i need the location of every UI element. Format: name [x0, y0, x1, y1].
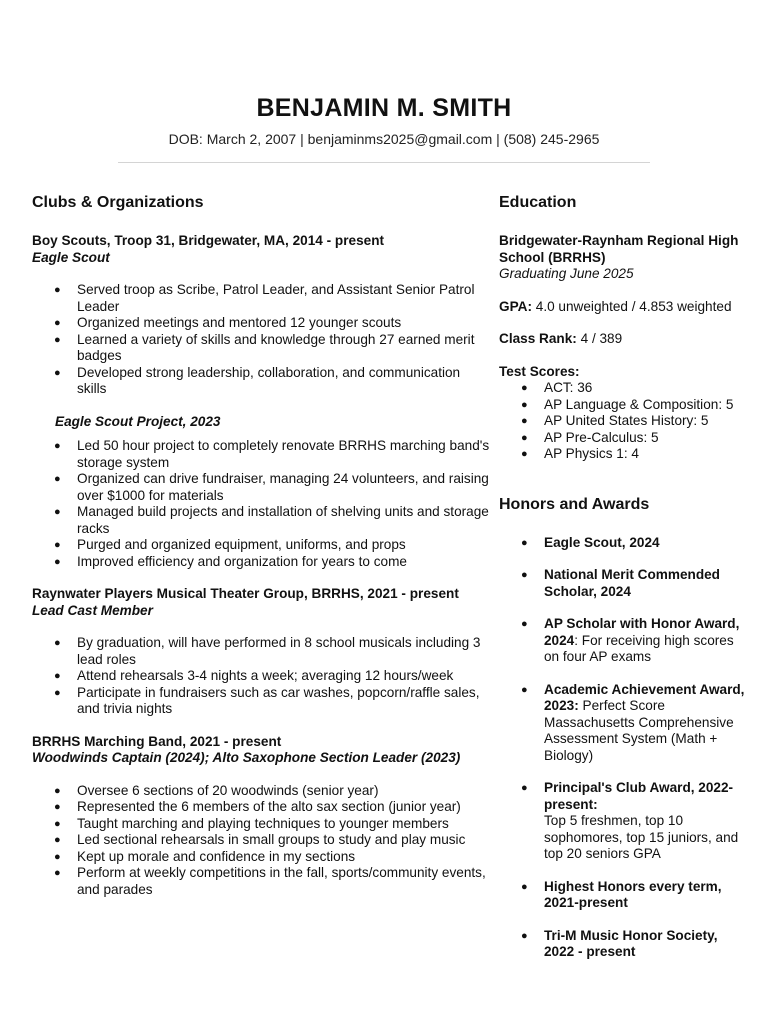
- honors-list: [499, 535, 749, 961]
- list-item: ● AP United States History: 5: [499, 413, 749, 430]
- theater-bullets: [32, 635, 492, 718]
- award-title: Eagle Scout, 2024: [544, 534, 660, 550]
- list-item: ● Oversee 6 sections of 20 woodwinds (senior year): [32, 783, 492, 800]
- scouts-role: Eagle Scout: [32, 249, 110, 265]
- list-item: ● Led 50 hour project to completely renovate BRRHS marching band's storage system: [32, 438, 492, 471]
- list-item: ● Developed strong leadership, collaboration, and communication skills: [32, 365, 492, 398]
- graduation-date: Graduating June 2025: [499, 266, 634, 281]
- list-item: ● Led sectional rehearsals in small groups to study and play music: [32, 832, 492, 849]
- list-item: ● Participate in fundraisers such as car washes, popcorn/raffle sales, and trivia nights: [32, 685, 492, 718]
- list-item: ● Organized meetings and mentored 12 younger scouts: [32, 315, 492, 332]
- school-name: Bridgewater-Raynham Regional High School (BRRHS): [499, 233, 739, 265]
- band-heading: BRRHS Marching Band, 2021 - present: [32, 733, 282, 749]
- gpa-label: GPA:: [499, 298, 532, 314]
- project-bullets: [32, 438, 492, 570]
- scouts-entry: [32, 233, 492, 570]
- award-title: National Merit Commended Scholar, 2024: [544, 567, 720, 599]
- test-scores-label: Test Scores:: [499, 363, 580, 379]
- list-item: ● Kept up morale and confidence in my sections: [32, 849, 492, 866]
- award-title: Academic Achievement Award, 2023:: [544, 681, 745, 713]
- test-scores-list: [499, 380, 749, 463]
- list-item: ● Served troop as Scribe, Patrol Leader, and Assistant Senior Patrol Leader: [32, 282, 492, 315]
- list-item: ● Perform at weekly competitions in the fall, sports/community events, and parades: [32, 865, 492, 898]
- list-item: ● AP Language & Composition: 5: [499, 397, 749, 414]
- list-item: [499, 682, 749, 765]
- band-bullets: [32, 783, 492, 899]
- list-item: ● AP Physics 1: 4: [499, 446, 749, 463]
- list-item: ● Attend rehearsals 3-4 nights a week; averaging 12 hours/week: [32, 668, 492, 685]
- clubs-column: [32, 193, 492, 898]
- gpa-line: [499, 299, 749, 316]
- honors-section-title: Honors and Awards: [499, 495, 650, 513]
- candidate-name: BENJAMIN M. SMITH: [256, 94, 512, 122]
- list-item: ● Improved efficiency and organization for years to come: [32, 554, 492, 571]
- scouts-heading: Boy Scouts, Troop 31, Bridgewater, MA, 2014 - present: [32, 233, 385, 248]
- theater-heading: Raynwater Players Musical Theater Group, BRRHS, 2021 - present: [32, 586, 459, 601]
- contact-line: DOB: March 2, 2007 | benjaminms2025@gmail.com | (508) 245-2965: [168, 131, 600, 147]
- award-title: Highest Honors every term, 2021-present: [544, 878, 722, 910]
- clubs-section-title: Clubs & Organizations: [32, 194, 204, 211]
- award-title: AP Scholar with Honor Award, 2024: [544, 616, 740, 648]
- list-item: [499, 616, 749, 666]
- education-section-title: Education: [499, 194, 577, 211]
- award-title: Tri-M Music Honor Society, 2022 - present: [544, 927, 718, 959]
- band-role: Woodwinds Captain (2024); Alto Saxophone Section Leader (2023): [32, 750, 461, 765]
- award-detail: Top 5 freshmen, top 10 sophomores, top 15 juniors, and top 20 seniors GPA: [544, 813, 739, 861]
- theater-entry: [32, 586, 492, 718]
- list-item: ● Purged and organized equipment, uniforms, and props: [32, 537, 492, 554]
- list-item: ● Organized can drive fundraiser, managing 24 volunteers, and raising over $1000 for materials: [32, 471, 492, 504]
- theater-role: Lead Cast Member: [32, 602, 153, 618]
- scouts-bullets: [32, 282, 492, 398]
- class-rank-value: 4 / 389: [576, 331, 623, 346]
- list-item: ● ACT: 36: [499, 380, 749, 397]
- award-detail: : For receiving high scores on four AP exams: [544, 632, 734, 664]
- class-rank-line: [499, 331, 749, 348]
- list-item: ● Learned a variety of skills and knowledge through 27 earned merit badges: [32, 332, 492, 365]
- band-entry: [32, 734, 492, 899]
- list-item: ● Taught marching and playing techniques to younger members: [32, 816, 492, 833]
- award-detail: Perfect Score Massachusetts Comprehensive Assessment System (Math + Biology): [544, 698, 734, 763]
- header-divider: [118, 162, 650, 163]
- resume-header: [0, 92, 768, 148]
- list-item: [499, 928, 749, 961]
- list-item: [499, 535, 749, 552]
- list-item: [499, 780, 749, 863]
- list-item: ● By graduation, will have performed in 8 school musicals including 3 lead roles: [32, 635, 492, 668]
- list-item: [499, 879, 749, 912]
- education-column: [499, 193, 749, 961]
- award-title: ● Principal's Club Award, 2022-present:: [544, 780, 734, 812]
- list-item: ● Represented the 6 members of the alto sax section (junior year): [32, 799, 492, 816]
- gpa-value: 4.0 unweighted / 4.853 weighted: [531, 298, 732, 314]
- class-rank-label: Class Rank:: [499, 331, 577, 346]
- list-item: ● AP Pre-Calculus: 5: [499, 430, 749, 447]
- list-item: [499, 567, 749, 600]
- education-entry: [499, 233, 749, 463]
- eagle-project-title: Eagle Scout Project, 2023: [55, 413, 221, 429]
- list-item: ● Managed build projects and installation of shelving units and storage racks: [32, 504, 492, 537]
